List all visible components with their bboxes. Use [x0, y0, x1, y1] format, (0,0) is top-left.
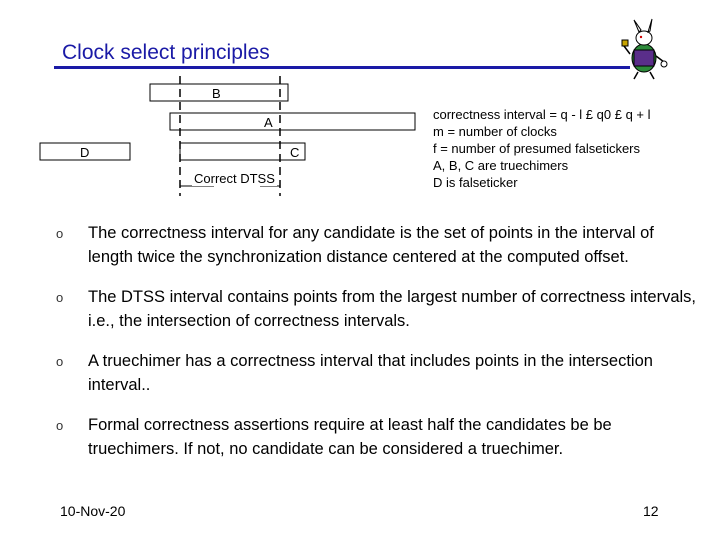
- interval-c: [180, 143, 305, 160]
- legend-line: D is falseticker: [433, 175, 518, 190]
- legend-line: f = number of presumed falsetickers: [433, 141, 641, 156]
- bullet-mark-icon: o: [56, 290, 64, 305]
- footer-date: 10-Nov-20: [60, 503, 126, 519]
- bullet-text: The DTSS interval contains points from the largest number of correctness intervals, i.e., the intersection of correctness intervals.: [88, 288, 697, 330]
- bullet-text: A truechimer has a correctness interval that includes points in the intersection interval..: [88, 352, 653, 394]
- bullet-mark-icon: o: [56, 354, 64, 369]
- legend-line: m = number of clocks: [433, 124, 557, 139]
- legend: [433, 106, 651, 191]
- list-item: [56, 221, 696, 269]
- legend-line: A, B, C are truechimers: [433, 158, 569, 173]
- slide-title: Clock select principles: [62, 41, 270, 64]
- list-item: [56, 413, 696, 461]
- label-d: D: [80, 145, 90, 160]
- list-item: [56, 285, 696, 333]
- label-b: B: [212, 86, 221, 101]
- legend-line: correctness interval = q - l £ q0 £ q + l: [433, 107, 651, 122]
- bullet-text: Formal correctness assertions require at least half the candidates be be truechimers. If not, no candidate can be considered a truechimer.: [88, 416, 612, 458]
- label-correct-dtss: Correct DTSS: [194, 171, 275, 186]
- bullet-text: The correctness interval for any candidate is the set of points in the interval of length twice the synchronization distance centered at the computed offset.: [88, 224, 654, 266]
- label-c: C: [290, 145, 300, 160]
- bullet-mark-icon: o: [56, 226, 64, 241]
- bullet-list: [56, 221, 696, 477]
- page-number: 12: [643, 503, 659, 519]
- label-a: A: [264, 115, 273, 130]
- interval-a: [170, 113, 415, 130]
- list-item: [56, 349, 696, 397]
- bullet-mark-icon: o: [56, 418, 64, 433]
